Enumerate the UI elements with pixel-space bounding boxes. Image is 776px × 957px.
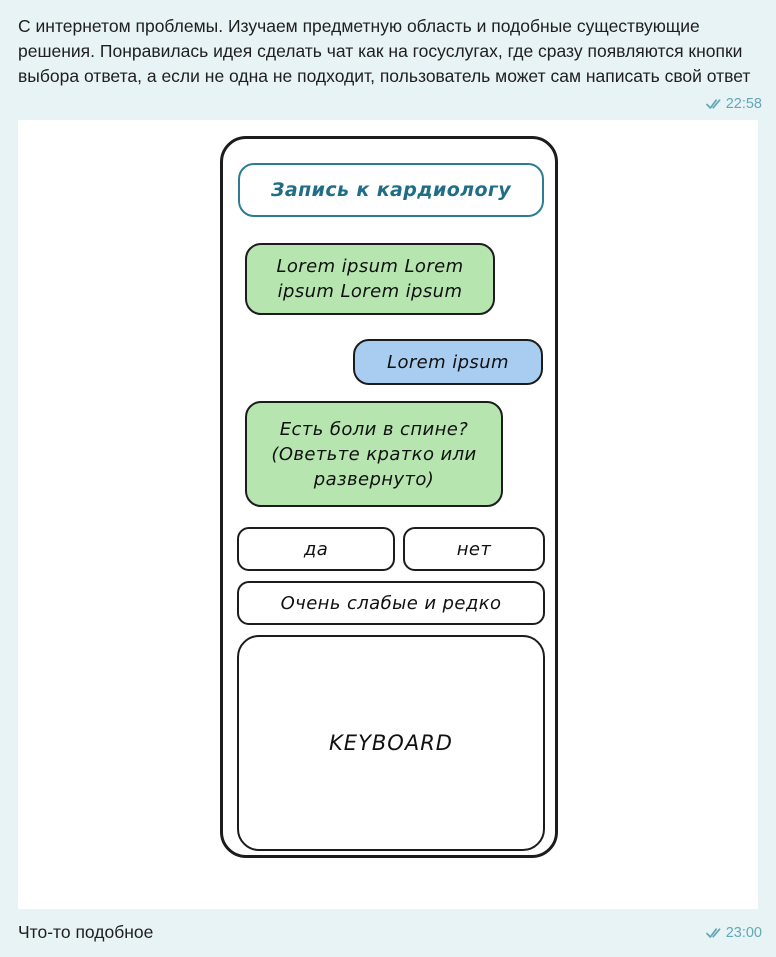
- message-timestamp-bottom: 23:00: [725, 924, 762, 941]
- message-timestamp: 22:58: [725, 96, 762, 112]
- sketch-canvas: [162, 120, 614, 877]
- message-text: С интернетом проблемы. Изучаем предметную область и подобные существующие решения. Понравилась идея сделать чат как на госуслугах, где сразу появляются кнопки выбора ответа, а если не одна не подходит, пользователь может сам написать свой ответ: [18, 16, 751, 86]
- message-meta-bottom: [706, 925, 762, 941]
- phone-mockup-frame: [220, 136, 558, 858]
- mockup-keyboard-area: [237, 635, 545, 851]
- mockup-bubble-incoming-2: Есть боли в спине? (Оветьте кратко или развернуто): [245, 401, 503, 507]
- mockup-keyboard-label: KEYBOARD: [329, 731, 453, 755]
- message-bubble-bottom[interactable]: [0, 909, 776, 957]
- mockup-quick-reply-weak: Очень слабые и редко: [237, 581, 545, 625]
- mockup-bubble-outgoing-1: Lorem ipsum: [353, 339, 543, 385]
- mockup-header-label: Запись к кардиологу: [270, 179, 512, 201]
- double-check-icon: [706, 927, 721, 939]
- message-bubble-text[interactable]: [0, 0, 776, 95]
- mockup-header: [238, 163, 544, 217]
- message-meta: [0, 95, 776, 112]
- mockup-quick-reply-yes: да: [237, 527, 395, 571]
- message-text-bottom: Что-то подобное: [18, 922, 154, 942]
- message-attachment-image[interactable]: [18, 120, 758, 909]
- double-check-icon: [706, 98, 721, 110]
- mockup-bubble-incoming-1: Lorem ipsum Lorem ipsum Lorem ipsum: [245, 243, 495, 315]
- mockup-quick-reply-no: нет: [403, 527, 545, 571]
